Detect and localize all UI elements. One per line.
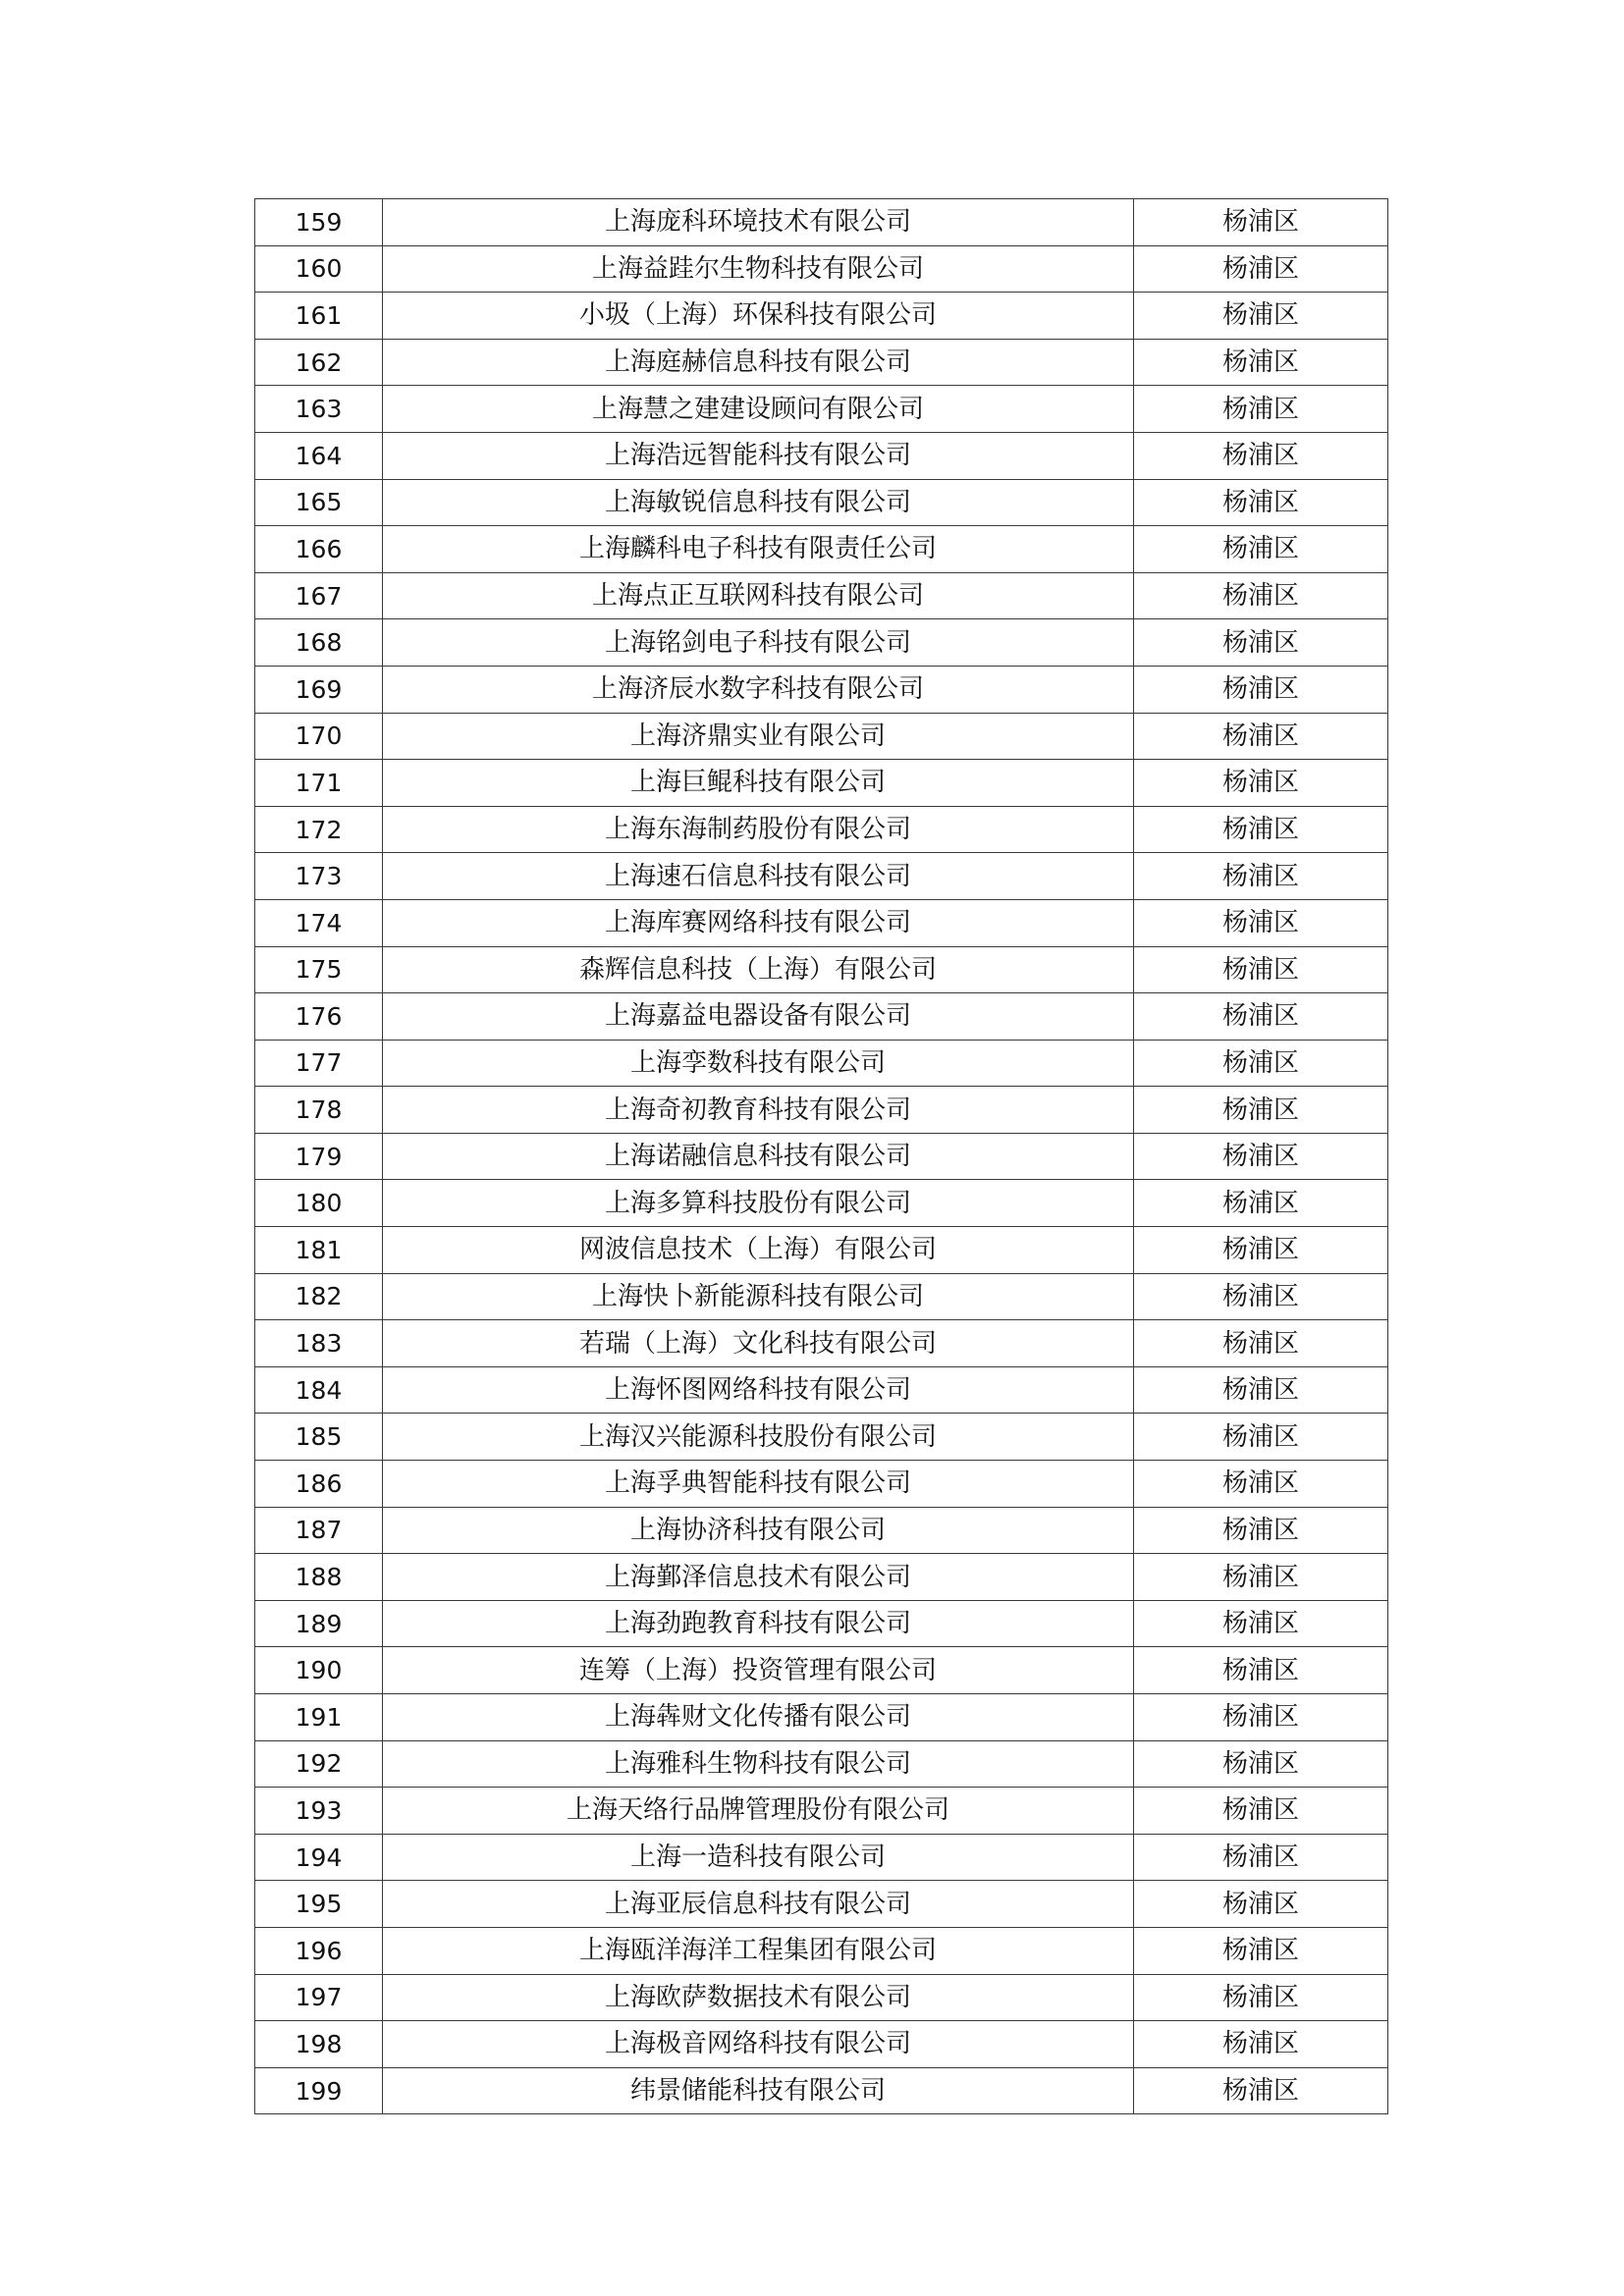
company-name-cell: 上海快卜新能源科技有限公司 <box>383 1273 1134 1320</box>
table-row <box>255 2021 1388 2068</box>
company-name-cell: 森辉信息科技（上海）有限公司 <box>383 946 1134 993</box>
district-cell: 杨浦区 <box>1134 1974 1388 2021</box>
table-row <box>255 806 1388 853</box>
district-cell: 杨浦区 <box>1134 1834 1388 1881</box>
company-name-cell: 上海铭剑电子科技有限公司 <box>383 619 1134 667</box>
district-cell: 杨浦区 <box>1134 1133 1388 1180</box>
row-number-cell: 187 <box>255 1507 383 1554</box>
row-number-cell: 185 <box>255 1414 383 1461</box>
row-number-cell: 183 <box>255 1320 383 1367</box>
district-cell: 杨浦区 <box>1134 1554 1388 1601</box>
company-name-cell: 上海天络行品牌管理股份有限公司 <box>383 1788 1134 1835</box>
district-cell: 杨浦区 <box>1134 293 1388 340</box>
table-row <box>255 1414 1388 1461</box>
table-row <box>255 1694 1388 1741</box>
district-cell: 杨浦区 <box>1134 1881 1388 1928</box>
district-cell: 杨浦区 <box>1134 479 1388 526</box>
row-number-cell: 159 <box>255 199 383 246</box>
table-row <box>255 1461 1388 1508</box>
table-row <box>255 1927 1388 1974</box>
district-cell: 杨浦区 <box>1134 1788 1388 1835</box>
company-name-cell: 若瑞（上海）文化科技有限公司 <box>383 1320 1134 1367</box>
district-cell: 杨浦区 <box>1134 1320 1388 1367</box>
row-number-cell: 189 <box>255 1600 383 1647</box>
district-cell: 杨浦区 <box>1134 1600 1388 1647</box>
row-number-cell: 179 <box>255 1133 383 1180</box>
company-name-cell: 上海劲跑教育科技有限公司 <box>383 1600 1134 1647</box>
company-name-cell: 上海欧萨数据技术有限公司 <box>383 1974 1134 2021</box>
district-cell: 杨浦区 <box>1134 806 1388 853</box>
row-number-cell: 162 <box>255 339 383 386</box>
table-row <box>255 619 1388 667</box>
district-cell: 杨浦区 <box>1134 1180 1388 1227</box>
district-cell: 杨浦区 <box>1134 853 1388 900</box>
company-list-table <box>254 198 1388 2114</box>
table-row <box>255 1227 1388 1274</box>
district-cell: 杨浦区 <box>1134 339 1388 386</box>
company-name-cell: 上海巨鲲科技有限公司 <box>383 760 1134 807</box>
table-row <box>255 572 1388 619</box>
district-cell: 杨浦区 <box>1134 946 1388 993</box>
district-cell: 杨浦区 <box>1134 1694 1388 1741</box>
table-row <box>255 1273 1388 1320</box>
row-number-cell: 195 <box>255 1881 383 1928</box>
table-body <box>255 199 1388 2114</box>
table-row <box>255 386 1388 433</box>
district-cell: 杨浦区 <box>1134 1647 1388 1694</box>
company-name-cell: 上海浩远智能科技有限公司 <box>383 432 1134 479</box>
company-name-cell: 上海多算科技股份有限公司 <box>383 1180 1134 1227</box>
company-name-cell: 上海诺融信息科技有限公司 <box>383 1133 1134 1180</box>
company-name-cell: 上海鄞泽信息技术有限公司 <box>383 1554 1134 1601</box>
row-number-cell: 161 <box>255 293 383 340</box>
district-cell: 杨浦区 <box>1134 713 1388 760</box>
company-name-cell: 上海济辰水数字科技有限公司 <box>383 666 1134 713</box>
district-cell: 杨浦区 <box>1134 245 1388 293</box>
table-row <box>255 1320 1388 1367</box>
table-row <box>255 760 1388 807</box>
company-name-cell: 上海怀图网络科技有限公司 <box>383 1366 1134 1414</box>
table-row <box>255 199 1388 246</box>
company-name-cell: 上海奇初教育科技有限公司 <box>383 1087 1134 1134</box>
row-number-cell: 186 <box>255 1461 383 1508</box>
row-number-cell: 173 <box>255 853 383 900</box>
row-number-cell: 181 <box>255 1227 383 1274</box>
row-number-cell: 194 <box>255 1834 383 1881</box>
row-number-cell: 176 <box>255 993 383 1041</box>
table-row <box>255 1881 1388 1928</box>
company-name-cell: 网波信息技术（上海）有限公司 <box>383 1227 1134 1274</box>
row-number-cell: 178 <box>255 1087 383 1134</box>
row-number-cell: 168 <box>255 619 383 667</box>
district-cell: 杨浦区 <box>1134 199 1388 246</box>
company-name-cell: 上海一造科技有限公司 <box>383 1834 1134 1881</box>
table-row <box>255 1133 1388 1180</box>
company-name-cell: 上海孪数科技有限公司 <box>383 1040 1134 1087</box>
district-cell: 杨浦区 <box>1134 760 1388 807</box>
table-row <box>255 1040 1388 1087</box>
district-cell: 杨浦区 <box>1134 1507 1388 1554</box>
company-name-cell: 上海庭赫信息科技有限公司 <box>383 339 1134 386</box>
table-row <box>255 1647 1388 1694</box>
row-number-cell: 197 <box>255 1974 383 2021</box>
district-cell: 杨浦区 <box>1134 1414 1388 1461</box>
table-row <box>255 245 1388 293</box>
row-number-cell: 180 <box>255 1180 383 1227</box>
district-cell: 杨浦区 <box>1134 2021 1388 2068</box>
company-name-cell: 上海汉兴能源科技股份有限公司 <box>383 1414 1134 1461</box>
row-number-cell: 198 <box>255 2021 383 2068</box>
row-number-cell: 160 <box>255 245 383 293</box>
table-row <box>255 1740 1388 1788</box>
district-cell: 杨浦区 <box>1134 993 1388 1041</box>
company-name-cell: 上海速石信息科技有限公司 <box>383 853 1134 900</box>
company-name-cell: 上海协济科技有限公司 <box>383 1507 1134 1554</box>
table-row <box>255 1834 1388 1881</box>
district-cell: 杨浦区 <box>1134 619 1388 667</box>
table-row <box>255 993 1388 1041</box>
company-name-cell: 小圾（上海）环保科技有限公司 <box>383 293 1134 340</box>
company-name-cell: 上海库赛网络科技有限公司 <box>383 899 1134 946</box>
row-number-cell: 175 <box>255 946 383 993</box>
table-row <box>255 432 1388 479</box>
table-row <box>255 666 1388 713</box>
district-cell: 杨浦区 <box>1134 1366 1388 1414</box>
row-number-cell: 164 <box>255 432 383 479</box>
table-row <box>255 339 1388 386</box>
table-row <box>255 1366 1388 1414</box>
company-name-cell: 上海慧之建建设顾问有限公司 <box>383 386 1134 433</box>
row-number-cell: 196 <box>255 1927 383 1974</box>
row-number-cell: 172 <box>255 806 383 853</box>
table-row <box>255 1974 1388 2021</box>
district-cell: 杨浦区 <box>1134 1227 1388 1274</box>
district-cell: 杨浦区 <box>1134 899 1388 946</box>
company-name-cell: 上海点正互联网科技有限公司 <box>383 572 1134 619</box>
company-name-cell: 上海庞科环境技术有限公司 <box>383 199 1134 246</box>
table-row <box>255 853 1388 900</box>
row-number-cell: 177 <box>255 1040 383 1087</box>
company-name-cell: 上海亚辰信息科技有限公司 <box>383 1881 1134 1928</box>
district-cell: 杨浦区 <box>1134 1087 1388 1134</box>
district-cell: 杨浦区 <box>1134 1461 1388 1508</box>
district-cell: 杨浦区 <box>1134 386 1388 433</box>
table-row <box>255 1180 1388 1227</box>
row-number-cell: 165 <box>255 479 383 526</box>
row-number-cell: 188 <box>255 1554 383 1601</box>
company-name-cell: 上海敏锐信息科技有限公司 <box>383 479 1134 526</box>
row-number-cell: 182 <box>255 1273 383 1320</box>
row-number-cell: 199 <box>255 2067 383 2114</box>
row-number-cell: 169 <box>255 666 383 713</box>
district-cell: 杨浦区 <box>1134 432 1388 479</box>
table-row <box>255 526 1388 573</box>
district-cell: 杨浦区 <box>1134 1040 1388 1087</box>
row-number-cell: 170 <box>255 713 383 760</box>
row-number-cell: 174 <box>255 899 383 946</box>
company-name-cell: 上海极音网络科技有限公司 <box>383 2021 1134 2068</box>
row-number-cell: 192 <box>255 1740 383 1788</box>
row-number-cell: 166 <box>255 526 383 573</box>
company-name-cell: 上海济鼎实业有限公司 <box>383 713 1134 760</box>
table-row <box>255 2067 1388 2114</box>
company-name-cell: 连筹（上海）投资管理有限公司 <box>383 1647 1134 1694</box>
table-row <box>255 1507 1388 1554</box>
district-cell: 杨浦区 <box>1134 2067 1388 2114</box>
table-row <box>255 899 1388 946</box>
row-number-cell: 167 <box>255 572 383 619</box>
district-cell: 杨浦区 <box>1134 572 1388 619</box>
company-name-cell: 上海瓯洋海洋工程集团有限公司 <box>383 1927 1134 1974</box>
company-name-cell: 上海嘉益电器设备有限公司 <box>383 993 1134 1041</box>
row-number-cell: 163 <box>255 386 383 433</box>
table-row <box>255 1087 1388 1134</box>
table-row <box>255 1554 1388 1601</box>
table-row <box>255 1788 1388 1835</box>
company-name-cell: 纬景储能科技有限公司 <box>383 2067 1134 2114</box>
company-name-cell: 上海孚典智能科技有限公司 <box>383 1461 1134 1508</box>
table-row <box>255 293 1388 340</box>
row-number-cell: 171 <box>255 760 383 807</box>
row-number-cell: 190 <box>255 1647 383 1694</box>
company-name-cell: 上海犇财文化传播有限公司 <box>383 1694 1134 1741</box>
district-cell: 杨浦区 <box>1134 1740 1388 1788</box>
company-name-cell: 上海雅科生物科技有限公司 <box>383 1740 1134 1788</box>
table-row <box>255 479 1388 526</box>
table-row <box>255 713 1388 760</box>
district-cell: 杨浦区 <box>1134 526 1388 573</box>
district-cell: 杨浦区 <box>1134 1927 1388 1974</box>
company-name-cell: 上海东海制药股份有限公司 <box>383 806 1134 853</box>
district-cell: 杨浦区 <box>1134 666 1388 713</box>
row-number-cell: 193 <box>255 1788 383 1835</box>
row-number-cell: 191 <box>255 1694 383 1741</box>
table-row <box>255 946 1388 993</box>
district-cell: 杨浦区 <box>1134 1273 1388 1320</box>
company-name-cell: 上海益跬尔生物科技有限公司 <box>383 245 1134 293</box>
company-name-cell: 上海麟科电子科技有限责任公司 <box>383 526 1134 573</box>
row-number-cell: 184 <box>255 1366 383 1414</box>
table-row <box>255 1600 1388 1647</box>
